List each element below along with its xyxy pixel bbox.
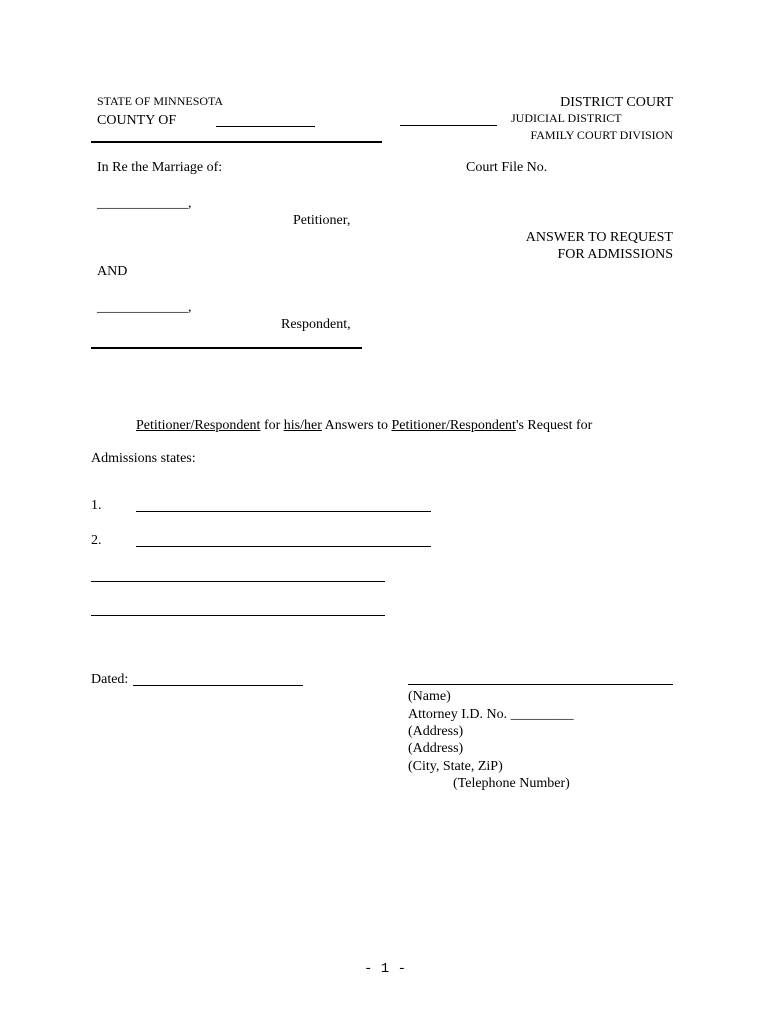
extra-answer-line-1[interactable] [91, 581, 385, 582]
caption-divider [91, 347, 362, 349]
address-line-1: (Address) [408, 724, 464, 739]
document-title-line2: FOR ADMISSIONS [557, 247, 673, 262]
body-second-line: Admissions states: [91, 451, 196, 466]
address-line-2: (Address) [408, 741, 464, 756]
judicial-district-blank[interactable] [400, 125, 497, 126]
party-field-2[interactable]: Petitioner/Respondent [391, 418, 516, 433]
respondent-label: Respondent, [281, 317, 351, 332]
item-number-2: 2. [91, 533, 102, 548]
body-text-answers-to: Answers to [321, 418, 392, 433]
date-field[interactable] [133, 685, 303, 686]
signature-line[interactable] [408, 684, 673, 685]
telephone-number: (Telephone Number) [453, 776, 570, 791]
respondent-name-field[interactable]: _____________, [97, 300, 192, 315]
item-number-1: 1. [91, 498, 102, 513]
in-re-label: In Re the Marriage of: [97, 160, 223, 175]
item-1-answer-field[interactable] [136, 511, 431, 512]
document-title-line1: ANSWER TO REQUEST [525, 230, 673, 245]
header-divider-left [91, 141, 382, 143]
petitioner-name-field[interactable]: _____________, [97, 196, 192, 211]
city-state-zip: (City, State, ZiP) [408, 759, 503, 774]
body-text-request-for: 's Request for [515, 418, 593, 433]
county-label: COUNTY OF [97, 113, 177, 128]
pronoun-field[interactable]: his/her [283, 418, 322, 433]
signer-name: (Name) [408, 689, 451, 704]
judicial-district-label: JUDICIAL DISTRICT [511, 111, 622, 125]
family-division-label: FAMILY COURT DIVISION [530, 128, 673, 142]
page-number: - 1 - [363, 961, 406, 977]
body-first-line [136, 418, 592, 434]
petitioner-label: Petitioner, [293, 213, 351, 228]
body-text-for: for [260, 418, 284, 433]
dated-label: Dated: [91, 672, 129, 687]
court-file-label: Court File No. [466, 160, 548, 175]
county-blank[interactable] [216, 126, 315, 127]
extra-answer-line-2[interactable] [91, 615, 385, 616]
and-label: AND [97, 264, 128, 279]
district-court-label: DISTRICT COURT [560, 95, 673, 110]
item-2-answer-field[interactable] [136, 546, 431, 547]
attorney-id: Attorney I.D. No. _________ [408, 707, 574, 722]
state-label: STATE OF MINNESOTA [97, 94, 224, 108]
party-field-1[interactable]: Petitioner/Respondent [136, 418, 261, 433]
